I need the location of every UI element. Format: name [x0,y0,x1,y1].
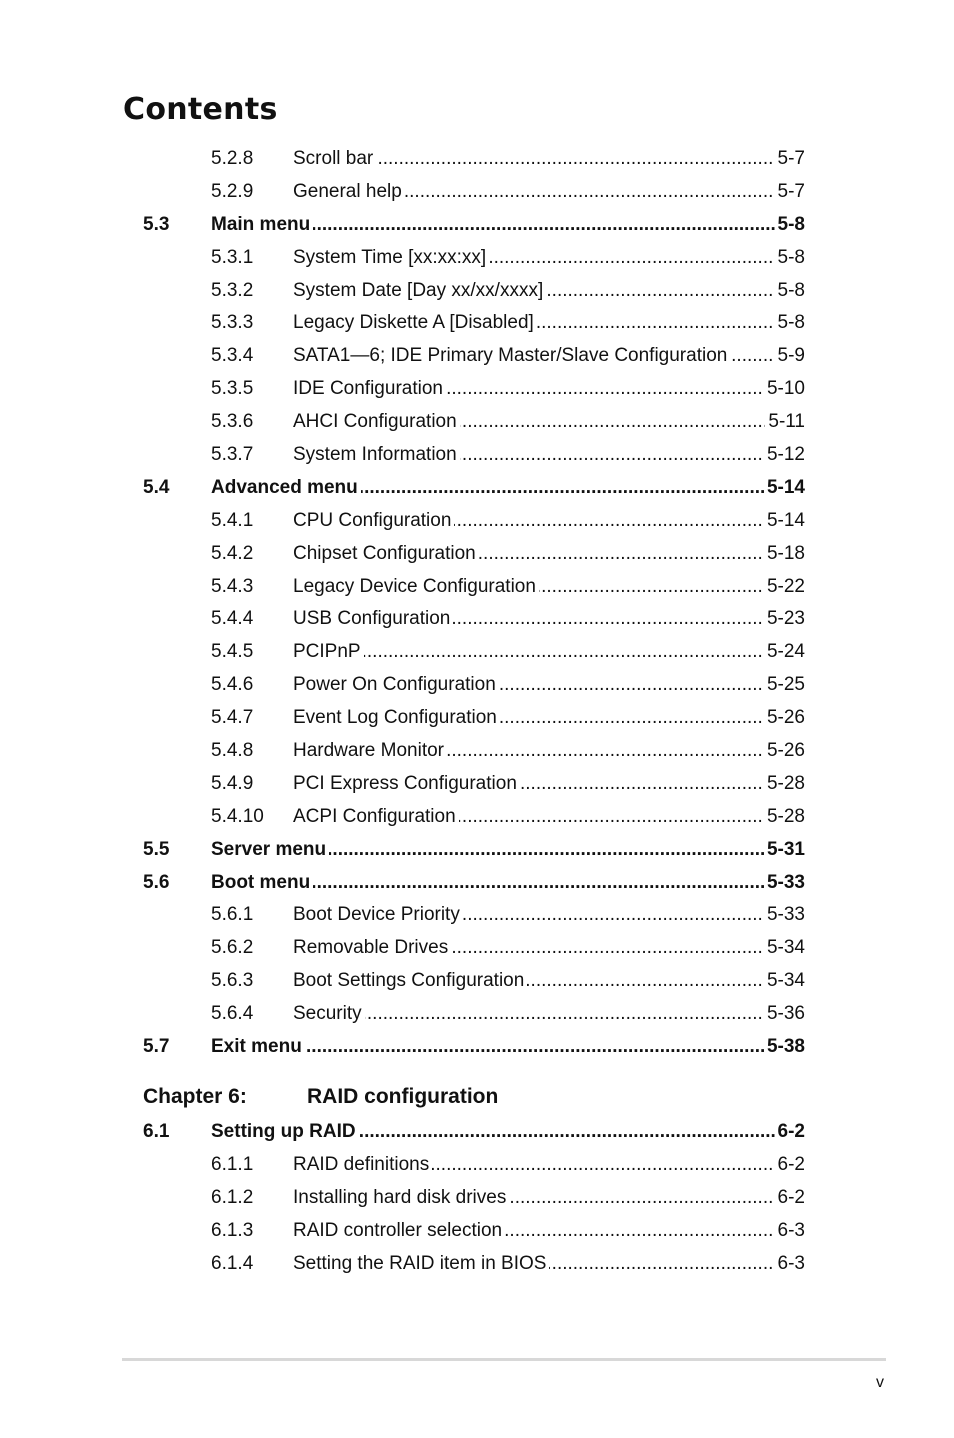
entry-title: USB Configuration [293,608,453,629]
toc-subsection-entry[interactable] [143,276,805,309]
entry-leader [293,802,805,832]
toc-section-5 [143,144,805,1065]
entry-title: SATA1—6; IDE Primary Master/Slave Configuration [293,345,730,366]
entry-page: 5-22 [764,572,805,602]
toc-subsection-entry[interactable] [143,1150,805,1183]
entry-leader [293,1183,805,1213]
entry-number: 5.4.6 [211,674,254,696]
entry-number: 6.1.3 [211,1219,254,1241]
entry-number: 5.3.2 [211,279,254,301]
entry-leader [293,572,805,602]
entry-page: 5-33 [764,900,805,930]
entry-page: 6-3 [775,1249,805,1279]
entry-number: 5.4 [143,476,170,498]
toc-subsection-entry[interactable] [143,604,805,637]
entry-page: 5-7 [775,144,805,174]
entry-title: PCIPnP [293,641,364,662]
entry-title: Event Log Configuration [293,707,500,728]
entry-title: Boot Settings Configuration [293,970,527,991]
entry-leader [293,308,805,338]
entry-leader [211,473,805,503]
entry-page: 5-11 [765,407,805,437]
entry-leader [293,736,805,766]
entry-title: Setting up RAID [211,1121,359,1142]
entry-number: 5.3.4 [211,345,254,367]
toc-subsection-entry[interactable] [143,177,805,210]
entry-page: 5-10 [764,374,805,404]
entry-page: 6-2 [775,1183,805,1213]
entry-number: 5.4.9 [211,772,254,794]
toc-subsection-entry[interactable] [143,703,805,736]
entry-title: Advanced menu [211,477,361,498]
entry-title: System Time [xx:xx:xx] [293,247,489,268]
entry-page: 5-34 [764,933,805,963]
entry-number: 5.5 [143,838,170,860]
entry-leader [293,1249,805,1279]
entry-title: RAID controller selection [293,1220,505,1241]
toc-subsection-entry[interactable] [143,506,805,539]
entry-page: 5-14 [764,506,805,536]
entry-page: 5-24 [764,637,805,667]
entry-page: 6-2 [775,1117,805,1147]
entry-leader [293,604,805,634]
entry-number: 5.4.2 [211,542,254,564]
entry-leader [293,407,805,437]
entry-number: 6.1.1 [211,1153,254,1175]
entry-title: System Date [Day xx/xx/xxxx] [293,280,546,301]
entry-page: 5-34 [764,966,805,996]
footer-divider [122,1358,886,1361]
entry-page: 5-26 [764,703,805,733]
toc-subsection-entry[interactable] [143,802,805,835]
toc-subsection-entry[interactable] [143,966,805,999]
entry-title: Server menu [211,839,329,860]
entry-leader [293,440,805,470]
entry-number: 5.3.1 [211,246,254,268]
entry-leader [293,1216,805,1246]
entry-title: Installing hard disk drives [293,1187,509,1208]
table-of-contents [143,144,805,1281]
toc-subsection-entry[interactable] [143,1249,805,1282]
page-title: Contents [123,92,278,127]
toc-section-entry[interactable] [143,473,805,506]
entry-page: 6-2 [775,1150,805,1180]
toc-subsection-entry[interactable] [143,243,805,276]
entry-leader [293,506,805,536]
entry-number: 5.6 [143,871,170,893]
entry-leader [293,177,805,207]
entry-leader [211,1032,805,1062]
entry-title: IDE Configuration [293,378,446,399]
entry-leader [293,341,805,371]
entry-number: 5.6.1 [211,904,254,926]
chapter-heading [143,1077,805,1117]
entry-title: ACPI Configuration [293,806,459,827]
entry-number: 5.3.7 [211,444,254,466]
toc-section-entry[interactable] [143,1117,805,1150]
toc-subsection-entry[interactable] [143,900,805,933]
entry-leader [293,276,805,306]
entry-number: 5.6.4 [211,1003,254,1025]
entry-title: Exit menu [211,1036,305,1057]
toc-subsection-entry[interactable] [143,407,805,440]
entry-page: 5-28 [764,802,805,832]
entry-page: 5-8 [775,308,805,338]
entry-page: 5-7 [775,177,805,207]
entry-page: 6-3 [775,1216,805,1246]
toc-subsection-entry[interactable] [143,572,805,605]
toc-subsection-entry[interactable] [143,769,805,802]
entry-page: 5-9 [775,341,805,371]
toc-section-entry[interactable] [143,835,805,868]
entry-page: 5-12 [764,440,805,470]
entry-number: 5.4.3 [211,575,254,597]
entry-number: 6.1 [143,1120,170,1142]
entry-number: 5.4.5 [211,641,254,663]
entry-number: 5.3.6 [211,411,254,433]
toc-subsection-entry[interactable] [143,1183,805,1216]
entry-leader [293,966,805,996]
entry-leader [211,835,805,865]
toc-subsection-entry[interactable] [143,144,805,177]
entry-title: CPU Configuration [293,510,454,531]
entry-leader [293,374,805,404]
toc-subsection-entry[interactable] [143,736,805,769]
entry-page: 5-14 [764,473,805,503]
entry-page: 5-33 [764,868,805,898]
entry-title: Removable Drives [293,937,451,958]
entry-number: 5.3 [143,213,170,235]
entry-leader [293,769,805,799]
entry-page: 5-38 [764,1032,805,1062]
entry-number: 5.3.3 [211,312,254,334]
toc-subsection-entry[interactable] [143,670,805,703]
entry-leader [293,703,805,733]
entry-page: 5-8 [775,243,805,273]
entry-leader [293,933,805,963]
page-number: v [876,1374,884,1391]
entry-title: Legacy Diskette A [Disabled] [293,312,537,333]
toc-section-6 [143,1117,805,1281]
entry-leader [211,868,805,898]
entry-number: 5.4.1 [211,509,254,531]
toc-subsection-entry[interactable] [143,933,805,966]
entry-page: 5-31 [764,835,805,865]
toc-subsection-entry[interactable] [143,999,805,1032]
entry-page: 5-18 [764,539,805,569]
entry-number: 5.7 [143,1036,170,1058]
entry-title: PCI Express Configuration [293,773,520,794]
entry-number: 5.6.3 [211,970,254,992]
entry-title: Setting the RAID item in BIOS [293,1253,549,1274]
entry-title: Chipset Configuration [293,543,479,564]
entry-page: 5-28 [764,769,805,799]
entry-number: 5.3.5 [211,378,254,400]
toc-section-entry[interactable] [143,868,805,901]
entry-title: Boot menu [211,872,313,893]
toc-subsection-entry[interactable] [143,1216,805,1249]
entry-title: Scroll bar [293,148,376,169]
entry-title: System Information [293,444,460,465]
entry-leader [293,539,805,569]
entry-leader [293,1150,805,1180]
entry-title: Legacy Device Configuration [293,576,539,597]
entry-page: 5-23 [764,604,805,634]
entry-leader [293,999,805,1029]
entry-title: AHCI Configuration [293,411,460,432]
entry-number: 5.6.2 [211,937,254,959]
toc-section-entry[interactable] [143,1032,805,1065]
toc-subsection-entry[interactable] [143,440,805,473]
entry-page: 5-25 [764,670,805,700]
entry-number: 5.2.8 [211,148,254,169]
toc-subsection-entry[interactable] [143,308,805,341]
entry-page: 5-8 [775,210,805,240]
entry-leader [293,243,805,273]
toc-subsection-entry[interactable] [143,341,805,374]
entry-title: General help [293,181,405,202]
entry-page: 5-26 [764,736,805,766]
entry-number: 5.4.4 [211,608,254,630]
chapter-number: Chapter 6: [143,1084,247,1108]
entry-number: 5.2.9 [211,180,254,202]
toc-subsection-entry[interactable] [143,539,805,572]
entry-title: Boot Device Priority [293,904,463,925]
entry-leader [293,637,805,667]
entry-leader [293,144,805,174]
entry-leader [211,210,805,240]
entry-title: Main menu [211,214,313,235]
entry-leader [293,670,805,700]
entry-title: Hardware Monitor [293,740,447,761]
entry-number: 6.1.2 [211,1186,254,1208]
entry-number: 6.1.4 [211,1252,254,1274]
toc-subsection-entry[interactable] [143,637,805,670]
entry-title: RAID definitions [293,1154,432,1175]
entry-title: Security [293,1003,365,1024]
entry-leader [293,900,805,930]
toc-subsection-entry[interactable] [143,374,805,407]
entry-number: 5.4.10 [211,805,264,827]
entry-number: 5.4.7 [211,707,254,729]
entry-page: 5-8 [775,276,805,306]
entry-page: 5-36 [764,999,805,1029]
chapter-title: RAID configuration [307,1084,499,1108]
toc-section-entry[interactable] [143,210,805,243]
entry-leader [211,1117,805,1147]
entry-title: Power On Configuration [293,674,499,695]
entry-number: 5.4.8 [211,740,254,762]
